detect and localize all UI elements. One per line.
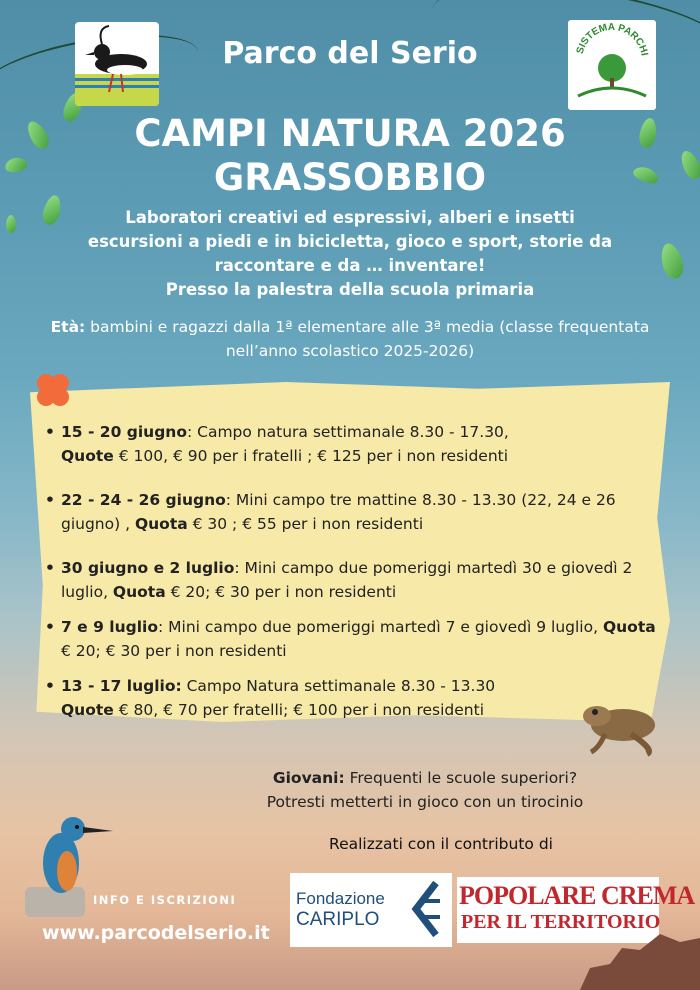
age-text: bambini e ragazzi dalla 1ª elementare alle 3ª media (classe frequentata [85, 318, 650, 336]
age-text-2: nell’anno scolastico 2025-2026) [225, 342, 475, 360]
list-item [45, 674, 665, 722]
camp-price-label: Quote [61, 701, 114, 719]
age-info [20, 315, 680, 363]
camp-price: € 80, € 70 per fratelli; € 100 per i non residenti [113, 701, 485, 719]
camp-description: Campo Natura settimanale 8.30 - 13.30 [181, 677, 496, 695]
camp-dates: 30 giugno e 2 luglio [61, 559, 235, 577]
leaf-decoration [658, 241, 687, 281]
intro-line: escursioni a piedi e in bicicletta, gioco e sport, storie da [87, 232, 613, 251]
camp-dates: 13 - 17 luglio: [61, 677, 182, 695]
kingfisher-icon [15, 805, 115, 925]
camp-price-label: Quote [61, 447, 114, 465]
popolare-line-1: POPOLARE CREMA [459, 881, 695, 910]
camp-price: € 30 ; € 55 per i non residenti [187, 515, 424, 533]
list-item [45, 615, 665, 663]
list-item [45, 556, 665, 604]
camp-description: : Mini campo due pomeriggi martedì 7 e giovedì 9 luglio, [158, 618, 603, 636]
camp-price: € 100, € 90 per i fratelli ; € 125 per i non residenti [113, 447, 509, 465]
list-item [45, 488, 665, 536]
giovani-line-2: Potresti metterti in gioco con un tirocinio [266, 793, 584, 811]
fondazione-cariplo-logo [290, 873, 452, 947]
giovani-text: Frequenti le scuole superiori? [344, 769, 578, 787]
sistema-parchi-text: SISTEMA PARCHI [574, 21, 650, 57]
intro-line: raccontare e da … inventare! [214, 256, 486, 275]
list-item [45, 420, 665, 468]
cariplo-line-1: Fondazione [296, 889, 385, 908]
camp-price-label: Quota [134, 515, 188, 533]
title-line-1: CAMPI NATURA 2026 [134, 112, 566, 155]
giovani-label: Giovani: [272, 769, 345, 787]
frog-icon [575, 690, 665, 760]
camp-dates: 22 - 24 - 26 giugno [61, 491, 226, 509]
age-label: Età: [50, 318, 86, 336]
camp-description: : Campo natura settimanale 8.30 - 17.30, [186, 423, 509, 441]
cariplo-mark-icon [408, 879, 448, 941]
camp-price: € 20; € 30 per i non residenti [165, 583, 397, 601]
camps-list [45, 420, 665, 733]
contribution-text: Realizzati con il contributo di [329, 835, 553, 853]
leaf-decoration [6, 215, 16, 233]
cariplo-line-2: CARIPLO [296, 909, 380, 930]
park-name: Parco del Serio [222, 36, 478, 71]
intro-line: Presso la palestra della scuola primaria [165, 280, 535, 299]
popolare-line-2: PER IL TERRITORIO [461, 911, 661, 933]
camp-price-label: Quota [112, 583, 166, 601]
camp-description: : Mini campo tre mattine 8.30 - 13.30 (22, 24 e 26 giugno) , [61, 491, 616, 533]
camp-description: : Mini campo due pomeriggi martedì 30 e giovedì 2 luglio, [61, 559, 633, 601]
info-label: INFO E ISCRIZIONI [93, 893, 237, 907]
website-link[interactable]: www.parcodelserio.it [42, 922, 270, 944]
intro-text [40, 206, 660, 302]
camp-price: € 20; € 30 per i non residenti [61, 642, 287, 660]
intro-line: Laboratori creativi ed espressivi, alberi e insetti [125, 208, 575, 227]
camp-price-label: Quota [602, 618, 656, 636]
coastal-rocks [580, 920, 700, 990]
giovani-info [150, 766, 700, 814]
camp-dates: 7 e 9 luglio [61, 618, 158, 636]
flower-icon [33, 370, 73, 410]
title-line-2: GRASSOBBIO [213, 156, 487, 199]
camp-dates: 15 - 20 giugno [61, 423, 187, 441]
page-title [0, 112, 700, 200]
